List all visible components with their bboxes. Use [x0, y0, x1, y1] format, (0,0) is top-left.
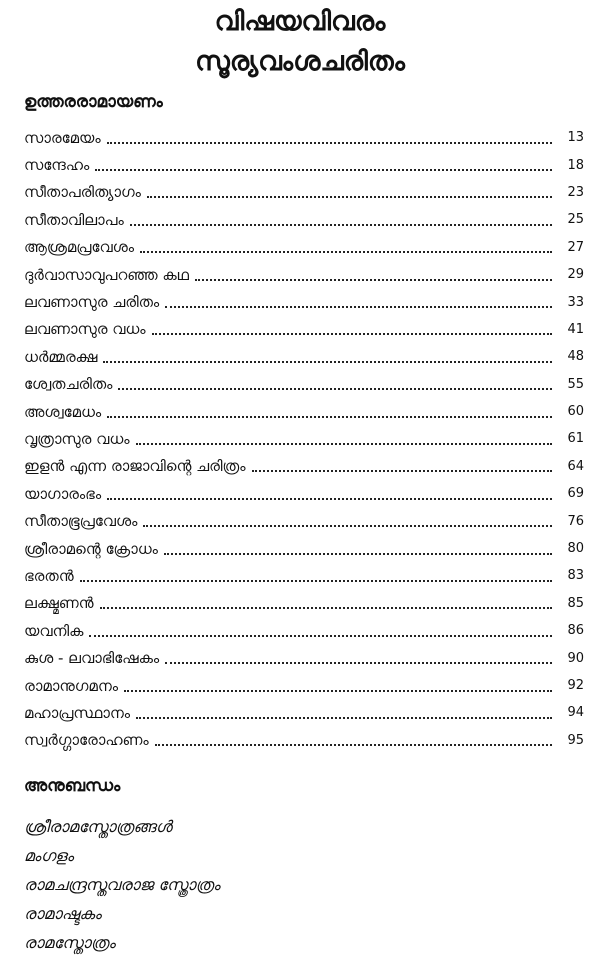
toc-entry	[24, 179, 584, 206]
toc-entry	[24, 288, 584, 315]
toc-entry-title: കുശ - ലവാഭിഷേകം	[24, 649, 160, 668]
toc-entry-page-number: 86	[567, 623, 584, 639]
toc-entry-page-number: 41	[567, 321, 584, 337]
dot-leader	[195, 279, 552, 281]
appendix-item: ശ്രീരാമസ്തോത്രങ്ങൾ	[24, 816, 172, 836]
toc-entry-page-number: 76	[567, 513, 584, 529]
toc-entry-title: ആശ്രമപ്രവേശം	[24, 238, 135, 257]
toc-entry-page-number: 69	[567, 486, 584, 502]
section-heading-main: ഉത്തരരാമായണം	[24, 92, 163, 112]
section-heading-appendix: അനുബന്ധം	[24, 776, 121, 796]
toc-entry-title: ലവണാസുര വധം	[24, 320, 146, 339]
toc-entry	[24, 699, 584, 726]
dot-leader	[143, 525, 552, 527]
dot-leader	[136, 443, 552, 445]
toc-entry-title: സാരമേയം	[24, 128, 101, 147]
toc-entry-page-number: 90	[567, 650, 584, 666]
toc-entry-title: ഭരതൻ	[24, 566, 74, 585]
toc-entry-page-number: 95	[567, 732, 584, 748]
toc-entry-page-number: 25	[567, 212, 584, 228]
toc-entry-page-number: 27	[567, 239, 584, 255]
toc-entry-title: അശ്വമേധം	[24, 402, 102, 421]
toc-entry	[24, 261, 584, 288]
toc-entry-page-number: 64	[567, 458, 584, 474]
dot-leader	[252, 470, 552, 472]
dot-leader	[118, 388, 552, 390]
toc-entry	[24, 562, 584, 589]
toc-entry-title: ദുർവാസാവുപറഞ്ഞ കഥ	[24, 265, 190, 284]
toc-entry	[24, 672, 584, 699]
toc-entry-title: ലവണാസുര ചരിതം	[24, 293, 160, 312]
toc-entry-page-number: 92	[567, 678, 584, 693]
toc-entry	[24, 234, 584, 261]
dot-leader	[152, 333, 552, 335]
dot-leader	[89, 635, 552, 637]
page-subtitle: സൂര്യവംശചരിതം	[195, 46, 405, 77]
toc-entry-title: സീതാവിലാപം	[24, 210, 124, 229]
toc-entry-title: ശ്രീരാമന്റെ ക്രോധം	[24, 539, 158, 558]
toc-entry-page-number: 83	[567, 568, 584, 584]
toc-entry-title: ലക്ഷ്മണൻ	[24, 594, 94, 613]
toc-entry-page-number: 33	[567, 294, 584, 310]
toc-entry	[24, 124, 584, 151]
toc-entry-title: സ്വർഗ്ഗാരോഹണം	[24, 731, 149, 750]
appendix-list	[24, 812, 584, 957]
toc-entry-title: രാമാനുഗമനം	[24, 676, 119, 695]
toc-entry-title: വൃത്രാസുര വധം	[24, 429, 130, 448]
toc-entry	[24, 343, 584, 370]
dot-leader	[124, 690, 552, 692]
toc-entry-title: സീതാഭൂപ്രവേശം	[24, 512, 138, 531]
dot-leader	[107, 498, 552, 500]
toc-entry-title: സന്ദേഹം	[24, 156, 90, 175]
dot-leader	[147, 196, 552, 198]
dot-leader	[80, 580, 552, 582]
toc-entry-page-number: 61	[567, 431, 584, 447]
toc-entry-page-number: 55	[567, 376, 584, 392]
toc-entry-title: യാഗാരംഭം	[24, 484, 102, 503]
dot-leader	[107, 416, 552, 418]
toc-entry	[24, 425, 584, 452]
toc-entry	[24, 644, 584, 671]
toc-entry-title: യവനിക	[24, 621, 84, 640]
dot-leader	[140, 251, 552, 253]
appendix-item: രാമസ്തോത്രം	[24, 932, 116, 952]
dot-leader	[155, 744, 552, 746]
appendix-item: രാമാഷ്ടകം	[24, 903, 102, 923]
dot-leader	[164, 553, 552, 555]
toc-list	[24, 124, 584, 754]
dot-leader	[95, 169, 552, 171]
toc-entry-page-number: 94	[567, 705, 584, 721]
toc-entry-page-number: 60	[567, 404, 584, 420]
toc-entry	[24, 590, 584, 617]
dot-leader	[100, 607, 552, 609]
toc-entry-page-number: 85	[567, 595, 584, 611]
toc-entry-page-number: 29	[567, 267, 584, 283]
toc-entry	[24, 480, 584, 507]
toc-entry-page-number: 18	[567, 157, 584, 173]
toc-entry	[24, 316, 584, 343]
dot-leader	[107, 142, 552, 144]
dot-leader	[130, 224, 552, 226]
toc-entry	[24, 151, 584, 178]
appendix-item: മംഗളം	[24, 845, 74, 865]
toc-entry	[24, 206, 584, 233]
page-title: വിഷയവിവരം	[214, 6, 386, 37]
toc-entry-title: സീതാപരിത്യാഗം	[24, 183, 141, 202]
toc-entry	[24, 535, 584, 562]
toc-entry-title: മഹാപ്രസ്ഥാനം	[24, 703, 131, 722]
toc-entry-title: ധർമ്മരക്ഷ	[24, 347, 98, 366]
toc-entry-title: ശ്വേതചരിതം	[24, 375, 113, 394]
dot-leader	[165, 306, 552, 308]
toc-entry	[24, 617, 584, 644]
toc-entry	[24, 507, 584, 534]
toc-entry	[24, 727, 584, 754]
dot-leader	[103, 361, 552, 363]
appendix-item: രാമചന്ദ്രസ്തവരാജ സ്ത്രോത്രം	[24, 874, 220, 894]
toc-entry	[24, 398, 584, 425]
toc-entry	[24, 453, 584, 480]
dot-leader	[165, 662, 552, 664]
toc-entry-page-number: 80	[567, 541, 584, 557]
toc-entry-page-number: 13	[567, 130, 584, 146]
dot-leader	[136, 717, 552, 719]
toc-entry	[24, 371, 584, 398]
toc-entry-page-number: 48	[567, 349, 584, 365]
toc-entry-page-number: 23	[567, 184, 584, 200]
toc-entry-title: ഇളൻ എന്ന രാജാവിന്റെ ചരിത്രം	[24, 457, 246, 476]
